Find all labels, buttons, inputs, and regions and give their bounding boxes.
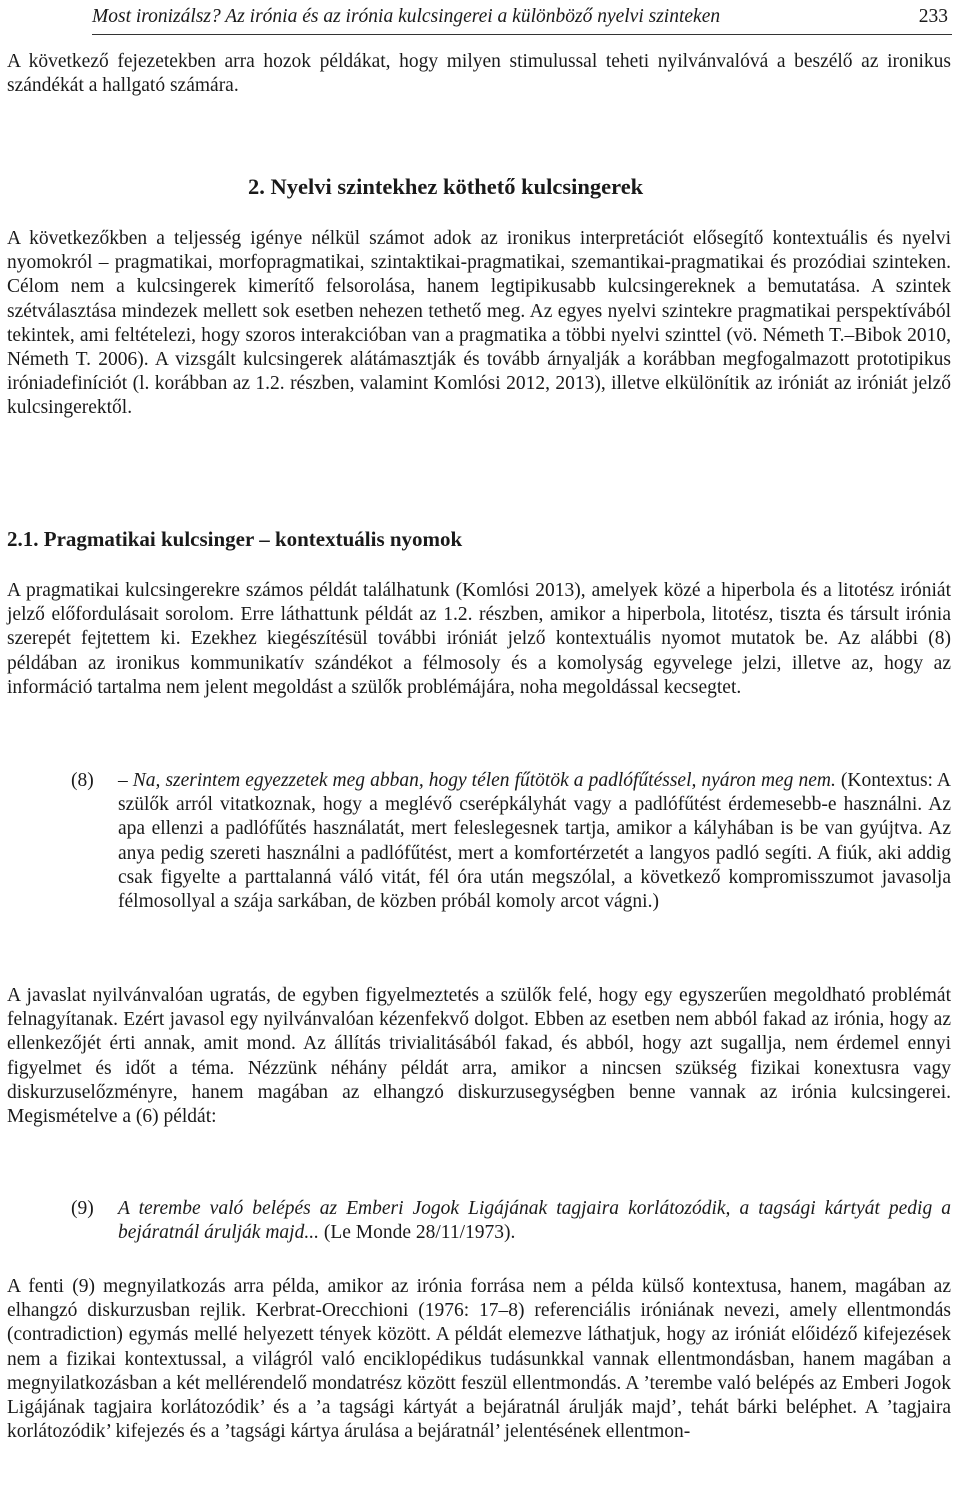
running-header [92, 4, 952, 35]
example-quote: A terembe való belépés az Emberi Jogok Ligájának tagjaira korlátozódik, a tagsági kártyát pedig a bejáratnál árulják majd... [118, 1198, 951, 1244]
example-source: (Le Monde 28/11/1973). [318, 1222, 516, 1244]
subsection-paragraph: A pragmatikai kulcsingerekre számos példát találhatunk (Komlósi 2013), amelyek közé a hiperbola és a litotész iróniát jelző előfordulásait sorolom. Erre láthattunk példát az 1.2. részben, amikor a hiperbola, litotész, tiszta és társult irónia szerepét fejtettem ki. Ezekhez kiegészítésül további iróniát jelző kontextuális nyomot mutatok be. Az alábbi (8) példában az ironikus kommunikatív szándékot a félmosoly és a komolyság egyvelege jelzi, illetve az, hogy az információ tartalma nem jelent megoldást a szülők problémájára, noha megoldással kecsegtet. [7, 580, 951, 698]
example-number: (8) [71, 770, 94, 791]
section-heading: 2. Nyelvi szintekhez köthető kulcsingerek [248, 174, 644, 199]
example-body [118, 769, 951, 914]
example-quote: – Na, szerintem egyezzetek meg abban, hogy télen fűtötök a padlófűtéssel, nyáron meg nem. [118, 770, 836, 791]
section-paragraph: A következőkben a teljesség igénye nélkül számot adok az ironikus interpretációt elősegítő kontextuális és nyelvi nyomokról – pragmatikai, morfopragmatikai, szintaktikai-pragmatikai, szemantikai-pragmatikai és prozódiai szinteken. Célom nem a kulcsingerek kimerítő felsorolása, hanem legtipikusabb kulcsingereknek a bemutatása. A szintek szétválasztása mindezek mellett sok esetben nehezen tethető meg. Az egyes nyelvi szintekre pragmatikai perspektívából tekintek, ami feltételezi, hogy szoros interakcióban van a pragmatika a többi nyelvi szinttel (vö. Németh T.–Bibok 2010, Németh T. 2006). A vizsgált kulcsingerek alátámasztják és tovább árnyalják a korábban megfogalmazott prototipikus iróniadefiníciót (l. korábban az 1.2. részben, valamint Komlósi 2012, 2013), illetve elkülönítik az iróniát az iróniát jelző kulcsingerektől. [7, 228, 951, 419]
page-number: 233 [918, 6, 948, 27]
example-9 [7, 1197, 951, 1245]
body-paragraph-after-example-8: A javaslat nyilvánvalóan ugratás, de egyben figyelmeztetés a szülők felé, hogy egy egyszerűen megoldható problémát felnagyítanak. Ezért javasol egy nyilvánvalóan kézenfekvő dolgot. Ebben az esetben nem abból fakad az irónia, hogy az ellenkezőjét érti annak, amit mond. Az állítás trivialitásából fakad, és abból, hogy azt sugallja, nem érdemel ennyi figyelmet és időt a téma. Nézzünk néhány példát arra, amikor a nincsen szükség fizikai konextusra vagy diskurzuselőzményre, hanem magában az elhangzó diskurzusegységben benne vannak az irónia kulcsingerei. Megismételve a (6) példát: [7, 985, 951, 1128]
example-number: (9) [71, 1198, 94, 1219]
subsection-heading: 2.1. Pragmatikai kulcsinger – kontextuális nyomok [7, 527, 463, 551]
example-body [118, 1197, 951, 1245]
example-8 [7, 769, 951, 914]
intro-paragraph: A következő fejezetekben arra hozok példákat, hogy milyen stimulussal teheti nyilvánvalóvá a beszélő az ironikus szándékát a hallgató számára. [7, 51, 951, 97]
running-title: Most ironizálsz? Az irónia és az irónia kulcsingerei a különböző nyelvi szinteken [92, 6, 721, 27]
example-context: (Kontextus: A szülők arról vitatkoznak, hogy a meglévő cserépkályhát vagy a padlófűtést érdemesebb-e használni. Az apa ellenzi a padlófűtés használatát, mert feleslegesnek tartja, amikor a kályhában is be van gyújtva. Az anya pedig szereti használni a padlófűtést, mert a komfortérzetét a langyos padló segíti. A fiúk, aki addig csak figyelte a parttalanná váló vitát, fél óra után megszólal, a következő kompromisszumot javasolja félmosollyal a szája sarkában, de közben próbál komoly arcot vágni.) [118, 770, 951, 913]
body-paragraph-after-example-9: A fenti (9) megnyilatkozás arra példa, amikor az irónia forrása nem a példa külső kontextusa, hanem, magában az elhangzó diskurzusban rejlik. Kerbrat-Orecchioni (1976: 17–8) referenciális iróniának nevezi, amely ellentmondás (contradiction) egymás mellé helyezett tények között. A példát elemezve láthatjuk, hogy az iróniát előidéző kifejezések nem a fizikai kontextussal, a világról való enciklopédikus tudásunkkal vannak ellentmondásban, hanem magában a megnyilatkozásban a két mellérendelő mondatrész között feszül ellentmondás. A ’terembe való belépés az Emberi Jogok Ligájának tagjaira korlátozódik’ és a ’a tagsági kártyát a bejáratnál árulják majd’, tehát bárki beléphet. A ’tagjaira korlátozódik’ kifejezés és a ’tagsági kártya árulása a bejáratnál’ jelentésének ellentmon- [7, 1276, 951, 1443]
